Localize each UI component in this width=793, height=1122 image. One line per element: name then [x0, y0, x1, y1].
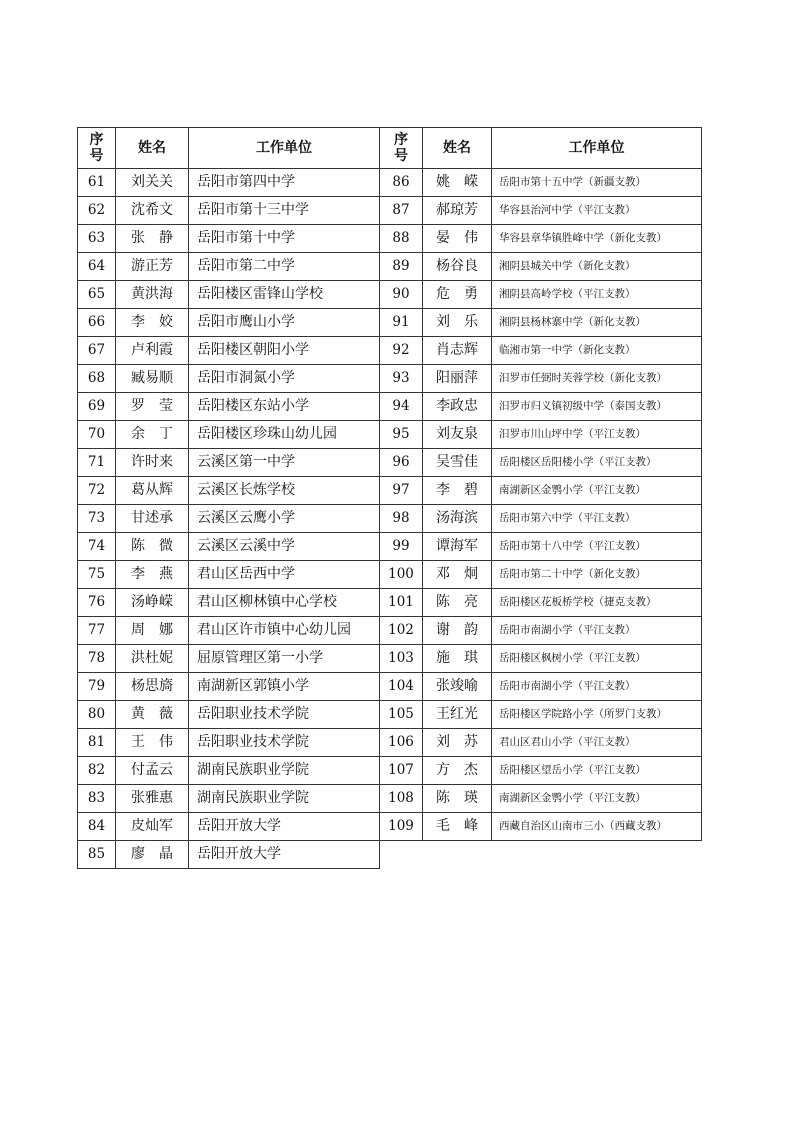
table-row: [380, 561, 702, 589]
cell-seq: 92: [380, 337, 423, 365]
cell-unit: 岳阳市第四中学: [189, 169, 380, 197]
cell-name: 许时来: [116, 449, 189, 477]
cell-name: 陈 微: [116, 533, 189, 561]
cell-unit: 岳阳市南湖小学（平江支教）: [492, 617, 702, 645]
table-row: [380, 253, 702, 281]
cell-name: 李政忠: [423, 393, 492, 421]
cell-unit: 岳阳市第十三中学: [189, 197, 380, 225]
cell-seq: 86: [380, 169, 423, 197]
cell-name: 汤海滨: [423, 505, 492, 533]
cell-seq: 78: [78, 645, 116, 673]
cell-name: 晏 伟: [423, 225, 492, 253]
cell-name: 李 碧: [423, 477, 492, 505]
cell-name: 沈希文: [116, 197, 189, 225]
cell-name: 余 丁: [116, 421, 189, 449]
table-row: [380, 701, 702, 729]
cell-seq: 105: [380, 701, 423, 729]
cell-unit: 湖南民族职业学院: [189, 785, 380, 813]
cell-name: 刘友泉: [423, 421, 492, 449]
cell-seq: 100: [380, 561, 423, 589]
table-row: [380, 617, 702, 645]
cell-seq: 75: [78, 561, 116, 589]
table-row: [380, 533, 702, 561]
cell-seq: 82: [78, 757, 116, 785]
cell-seq: 70: [78, 421, 116, 449]
cell-unit: 云溪区第一中学: [189, 449, 380, 477]
header-name: 姓名: [423, 128, 492, 169]
cell-seq: 67: [78, 337, 116, 365]
table-row: [380, 645, 702, 673]
cell-unit: 岳阳市南湖小学（平江支教）: [492, 673, 702, 701]
cell-name: 张竣喻: [423, 673, 492, 701]
table-row: [380, 365, 702, 393]
table-row: [380, 281, 702, 309]
table-row: [380, 169, 702, 197]
cell-unit: 湘阴县城关中学（新化支教）: [492, 253, 702, 281]
cell-unit: 岳阳市第十五中学（新疆支教）: [492, 169, 702, 197]
cell-unit: 岳阳市第二十中学（新化支教）: [492, 561, 702, 589]
personnel-table-left: [77, 127, 380, 869]
cell-unit: 屈原管理区第一小学: [189, 645, 380, 673]
cell-name: 李 姣: [116, 309, 189, 337]
cell-unit: 岳阳楼区花板桥学校（捷克支教）: [492, 589, 702, 617]
table-row: [380, 337, 702, 365]
header-seq: 序 号: [78, 128, 116, 169]
table-row: [78, 253, 380, 281]
table-row: [78, 281, 380, 309]
cell-unit: 岳阳楼区岳阳楼小学（平江支教）: [492, 449, 702, 477]
cell-name: 杨思旖: [116, 673, 189, 701]
cell-name: 周 娜: [116, 617, 189, 645]
cell-unit: 岳阳市第二中学: [189, 253, 380, 281]
cell-name: 阳丽萍: [423, 365, 492, 393]
cell-seq: 73: [78, 505, 116, 533]
cell-seq: 80: [78, 701, 116, 729]
table-row: [78, 785, 380, 813]
table-row: [78, 617, 380, 645]
table-row: [78, 477, 380, 505]
cell-name: 洪杜妮: [116, 645, 189, 673]
cell-unit: 南湖新区郭镇小学: [189, 673, 380, 701]
cell-seq: 71: [78, 449, 116, 477]
cell-seq: 65: [78, 281, 116, 309]
cell-seq: 81: [78, 729, 116, 757]
cell-seq: 68: [78, 365, 116, 393]
cell-name: 肖志辉: [423, 337, 492, 365]
cell-unit: 岳阳市第六中学（平江支教）: [492, 505, 702, 533]
cell-name: 吴雪佳: [423, 449, 492, 477]
cell-name: 付孟云: [116, 757, 189, 785]
table-row: [78, 197, 380, 225]
table-row: [380, 421, 702, 449]
cell-seq: 109: [380, 813, 423, 841]
cell-unit: 岳阳楼区雷锋山学校: [189, 281, 380, 309]
cell-name: 陈 亮: [423, 589, 492, 617]
cell-name: 陈 瑛: [423, 785, 492, 813]
table-row: [78, 701, 380, 729]
table-header-row: [380, 128, 702, 169]
cell-name: 危 勇: [423, 281, 492, 309]
cell-name: 王红光: [423, 701, 492, 729]
cell-unit: 君山区柳林镇中心学校: [189, 589, 380, 617]
cell-seq: 69: [78, 393, 116, 421]
cell-name: 甘述承: [116, 505, 189, 533]
cell-unit: 岳阳职业技术学院: [189, 701, 380, 729]
table-row: [78, 673, 380, 701]
cell-unit: 岳阳市鹰山小学: [189, 309, 380, 337]
cell-unit: 君山区君山小学（平江支教）: [492, 729, 702, 757]
cell-seq: 62: [78, 197, 116, 225]
cell-unit: 岳阳楼区学院路小学（所罗门支教）: [492, 701, 702, 729]
table-row: [78, 393, 380, 421]
table-row: [380, 225, 702, 253]
table-header-row: [78, 128, 380, 169]
cell-unit: 临湘市第一中学（新化支教）: [492, 337, 702, 365]
cell-name: 张雅惠: [116, 785, 189, 813]
cell-seq: 99: [380, 533, 423, 561]
cell-seq: 95: [380, 421, 423, 449]
cell-unit: 汨罗市川山坪中学（平江支教）: [492, 421, 702, 449]
cell-name: 黄 薇: [116, 701, 189, 729]
table-row: [78, 365, 380, 393]
table-row: [380, 813, 702, 841]
table-row: [78, 505, 380, 533]
cell-name: 李 燕: [116, 561, 189, 589]
cell-seq: 91: [380, 309, 423, 337]
cell-seq: 98: [380, 505, 423, 533]
cell-seq: 77: [78, 617, 116, 645]
table-row: [380, 673, 702, 701]
table-row: [78, 169, 380, 197]
cell-seq: 72: [78, 477, 116, 505]
table-row: [380, 449, 702, 477]
cell-name: 杨谷良: [423, 253, 492, 281]
cell-name: 刘关关: [116, 169, 189, 197]
table-row: [78, 225, 380, 253]
cell-name: 王 伟: [116, 729, 189, 757]
table-row: [78, 841, 380, 869]
cell-name: 郝琼芳: [423, 197, 492, 225]
table-row: [78, 421, 380, 449]
cell-name: 汤峥嵘: [116, 589, 189, 617]
header-name: 姓名: [116, 128, 189, 169]
cell-seq: 108: [380, 785, 423, 813]
cell-unit: 西藏自治区山南市三小（西藏支教）: [492, 813, 702, 841]
cell-name: 皮灿军: [116, 813, 189, 841]
cell-unit: 云溪区云鹰小学: [189, 505, 380, 533]
cell-name: 姚 嵘: [423, 169, 492, 197]
cell-seq: 97: [380, 477, 423, 505]
cell-unit: 岳阳职业技术学院: [189, 729, 380, 757]
cell-unit: 岳阳市第十中学: [189, 225, 380, 253]
cell-unit: 岳阳楼区东站小学: [189, 393, 380, 421]
cell-unit: 岳阳开放大学: [189, 813, 380, 841]
cell-unit: 岳阳楼区珍珠山幼儿园: [189, 421, 380, 449]
cell-name: 卢利霞: [116, 337, 189, 365]
cell-unit: 岳阳市第十八中学（平江支教）: [492, 533, 702, 561]
cell-seq: 76: [78, 589, 116, 617]
table-row: [380, 477, 702, 505]
cell-name: 张 静: [116, 225, 189, 253]
cell-unit: 南湖新区金鹗小学（平江支教）: [492, 785, 702, 813]
cell-unit: 湘阴县高岭学校（平江支教）: [492, 281, 702, 309]
cell-name: 邓 炯: [423, 561, 492, 589]
cell-unit: 华容县章华镇胜峰中学（新化支教）: [492, 225, 702, 253]
cell-seq: 83: [78, 785, 116, 813]
cell-seq: 106: [380, 729, 423, 757]
cell-unit: 岳阳楼区望岳小学（平江支教）: [492, 757, 702, 785]
table-row: [380, 729, 702, 757]
cell-name: 廖 晶: [116, 841, 189, 869]
cell-seq: 94: [380, 393, 423, 421]
cell-seq: 90: [380, 281, 423, 309]
cell-unit: 岳阳楼区枫树小学（平江支教）: [492, 645, 702, 673]
cell-name: 刘 乐: [423, 309, 492, 337]
cell-seq: 104: [380, 673, 423, 701]
cell-seq: 89: [380, 253, 423, 281]
cell-seq: 107: [380, 757, 423, 785]
cell-unit: 湖南民族职业学院: [189, 757, 380, 785]
cell-name: 谭海军: [423, 533, 492, 561]
cell-name: 葛从辉: [116, 477, 189, 505]
table-row: [78, 757, 380, 785]
table-row: [380, 589, 702, 617]
cell-unit: 云溪区长炼学校: [189, 477, 380, 505]
cell-name: 谢 韵: [423, 617, 492, 645]
table-row: [380, 309, 702, 337]
cell-seq: 101: [380, 589, 423, 617]
cell-name: 毛 峰: [423, 813, 492, 841]
table-row: [78, 449, 380, 477]
table-row: [78, 813, 380, 841]
cell-unit: 君山区许市镇中心幼儿园: [189, 617, 380, 645]
header-unit: 工作单位: [492, 128, 702, 169]
cell-seq: 74: [78, 533, 116, 561]
cell-unit: 华容县治河中学（平江支教）: [492, 197, 702, 225]
cell-seq: 93: [380, 365, 423, 393]
cell-seq: 63: [78, 225, 116, 253]
table-row: [78, 729, 380, 757]
cell-unit: 岳阳市洞氮小学: [189, 365, 380, 393]
cell-seq: 85: [78, 841, 116, 869]
header-seq: 序 号: [380, 128, 423, 169]
table-row: [380, 785, 702, 813]
table-row: [380, 197, 702, 225]
cell-seq: 88: [380, 225, 423, 253]
cell-name: 臧易顺: [116, 365, 189, 393]
cell-unit: 岳阳开放大学: [189, 841, 380, 869]
cell-unit: 汨罗市任弼时芙蓉学校（新化支教）: [492, 365, 702, 393]
table-row: [78, 645, 380, 673]
cell-seq: 66: [78, 309, 116, 337]
cell-seq: 87: [380, 197, 423, 225]
cell-unit: 君山区岳西中学: [189, 561, 380, 589]
cell-seq: 103: [380, 645, 423, 673]
table-row: [78, 337, 380, 365]
cell-unit: 南湖新区金鹗小学（平江支教）: [492, 477, 702, 505]
cell-name: 罗 莹: [116, 393, 189, 421]
cell-seq: 84: [78, 813, 116, 841]
table-row: [78, 533, 380, 561]
table-row: [380, 393, 702, 421]
table-row: [380, 757, 702, 785]
cell-seq: 64: [78, 253, 116, 281]
cell-unit: 湘阴县杨林寨中学（新化支教）: [492, 309, 702, 337]
table-row: [78, 589, 380, 617]
cell-unit: 云溪区云溪中学: [189, 533, 380, 561]
table-row: [78, 309, 380, 337]
cell-name: 刘 苏: [423, 729, 492, 757]
table-row: [380, 505, 702, 533]
cell-name: 黄洪海: [116, 281, 189, 309]
cell-seq: 79: [78, 673, 116, 701]
header-unit: 工作单位: [189, 128, 380, 169]
table-row: [78, 561, 380, 589]
cell-unit: 汨罗市归义镇初级中学（泰国支教）: [492, 393, 702, 421]
cell-name: 方 杰: [423, 757, 492, 785]
cell-seq: 102: [380, 617, 423, 645]
personnel-table-right: [379, 127, 702, 841]
cell-unit: 岳阳楼区朝阳小学: [189, 337, 380, 365]
cell-seq: 96: [380, 449, 423, 477]
cell-name: 施 琪: [423, 645, 492, 673]
cell-name: 游正芳: [116, 253, 189, 281]
cell-seq: 61: [78, 169, 116, 197]
